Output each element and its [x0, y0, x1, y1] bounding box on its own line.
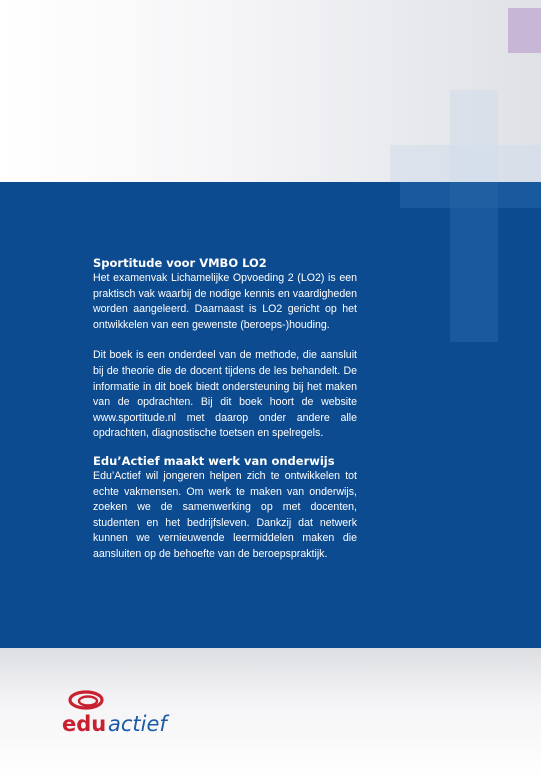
back-cover-text [93, 256, 357, 563]
decorative-purple-square [508, 8, 541, 53]
swirl-logo-icon [70, 692, 104, 708]
decorative-plus-overlay-horizontal [400, 182, 541, 208]
eduactief-logo [62, 688, 172, 740]
logo-word-left: edu [62, 712, 107, 736]
paragraph-lo2-intro: Het examenvak Lichamelijke Opvoeding 2 (LO2) is een praktisch vak waarbij de nodige kennis en vaardigheden worden aangeleerd. Daarnaast is LO2 gericht op het ontwikkelen van een gewenste (beroeps-)houding. [93, 272, 357, 331]
logo-word-right: actief [108, 712, 167, 736]
section-heading-sportitude: Sportitude voor VMBO LO2 [93, 256, 267, 270]
section-heading-eduactief: Edu’Actief maakt werk van onderwijs [93, 453, 335, 468]
paragraph-method: Dit boek is een onderdeel van de methode, die aansluit bij de theorie die de docent tijdens de les behandelt. De informatie in dit boek biedt ondersteuning bij het maken van de opdrachten. Bij dit boek hoort de website www.sportitude.nl met daarop onder andere alle opdrachten, diagnostische toetsen en spelregels. [93, 349, 357, 440]
paragraph-eduactief: Edu’Actief wil jongeren helpen zich te ontwikkelen tot echte vakmensen. Om werk te maken van onderwijs, zoeken we de samenwerking op met docenten, studenten en het bedrijfsleven. Dankzij dat netwerk kunnen we vernieuwende leermiddelen maken die aansluiten op de behoefte van de beroepspraktijk. [93, 469, 357, 560]
